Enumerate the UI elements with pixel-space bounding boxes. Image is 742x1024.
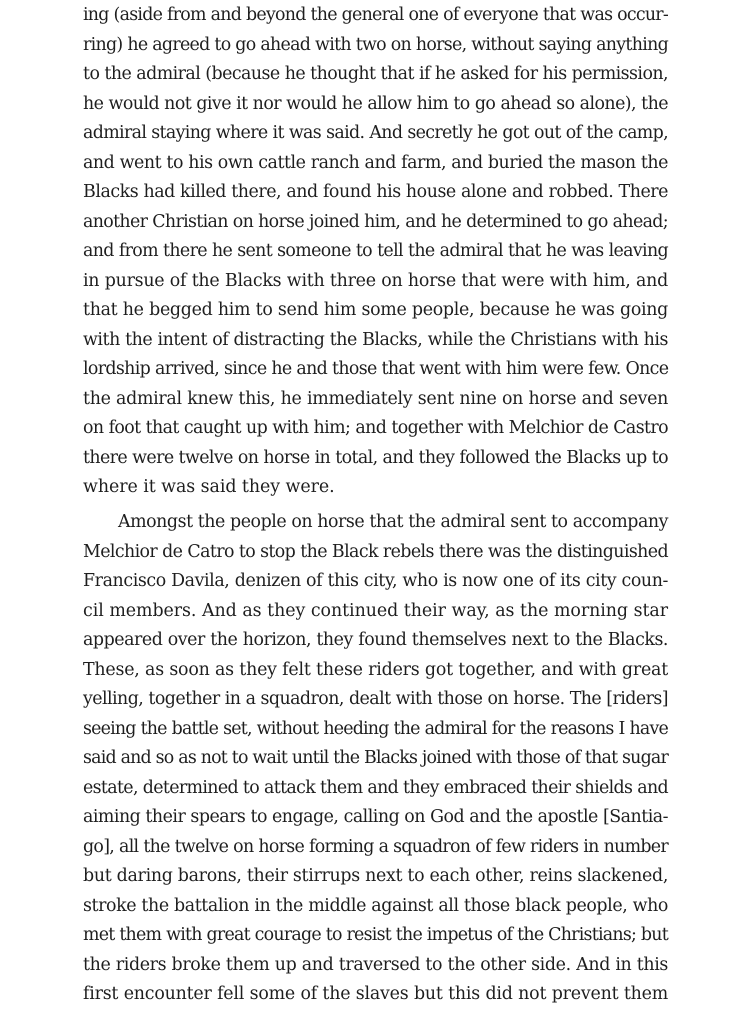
text-line: Francisco Davila, denizen of this city, who is now one of its city coun- bbox=[83, 571, 668, 591]
text-line: Melchior de Catro to stop the Black rebels there was the distinguished bbox=[83, 541, 668, 562]
text-line: admiral staying where it was said. And secretly he got out of the camp, bbox=[83, 123, 668, 143]
text-line: ing (aside from and beyond the general one of everyone that was occur- bbox=[83, 5, 668, 25]
text-line: appeared over the horizon, they found themselves next to the Blacks. bbox=[83, 630, 668, 650]
paragraph-2 bbox=[83, 508, 668, 1010]
paragraph-1 bbox=[83, 1, 668, 503]
text-line: there were twelve on horse in total, and they followed the Blacks up to bbox=[83, 447, 668, 468]
text-line: seeing the battle set, without heeding the admiral for the reasons I have bbox=[83, 718, 668, 739]
text-line: Blacks had killed there, and found his house alone and robbed. There bbox=[83, 182, 668, 202]
text-line: Amongst the people on horse that the admiral sent to accompany bbox=[118, 512, 668, 532]
text-line: stroke the battalion in the middle against all those black people, who bbox=[83, 895, 668, 916]
text-line: another Christian on horse joined him, and he determined to go ahead; bbox=[83, 211, 668, 232]
text-line: estate, determined to attack them and they embraced their shields and bbox=[83, 777, 668, 798]
text-line: cil members. And as they continued their way, as the morning star bbox=[83, 600, 668, 621]
text-line: but daring barons, their stirrups next to each other, reins slackened, bbox=[83, 866, 669, 886]
text-line: first encounter fell some of the slaves but this did not prevent them bbox=[83, 984, 668, 1004]
text-line: on foot that caught up with him; and together with Melchior de Castro bbox=[83, 418, 668, 438]
text-line: to the admiral (because he thought that if he asked for his permission, bbox=[83, 64, 668, 84]
text-line: and went to his own cattle ranch and farm, and buried the mason the bbox=[83, 152, 668, 173]
text-line: he would not give it nor would he allow him to go ahead so alone), the bbox=[83, 93, 668, 114]
text-line: said and so as not to wait until the Blacks joined with those of that sugar bbox=[83, 748, 668, 768]
text-line: met them with great courage to resist the impetus of the Christians; but bbox=[83, 925, 668, 945]
text-line: go], all the twelve on horse forming a squadron of few riders in number bbox=[83, 836, 668, 857]
text-line: lordship arrived, since he and those that went with him were few. Once bbox=[83, 359, 669, 379]
text-line: where it was said they were. bbox=[83, 477, 335, 497]
text-line: aiming their spears to engage, calling on God and the apostle [Santia- bbox=[83, 807, 668, 827]
text-line: and from there he sent someone to tell the admiral that he was leaving bbox=[83, 241, 668, 261]
text-line: the admiral knew this, he immediately sent nine on horse and seven bbox=[83, 388, 668, 409]
text-line: in pursue of the Blacks with three on horse that were with him, and bbox=[83, 270, 668, 291]
text-line: ring) he agreed to go ahead with two on horse, without saying anything bbox=[83, 34, 668, 55]
text-line: that he begged him to send him some people, because he was going bbox=[83, 300, 668, 320]
text-line: with the intent of distracting the Blacks, while the Christians with his bbox=[83, 329, 668, 350]
text-line: These, as soon as they felt these riders got together, and with great bbox=[83, 659, 668, 680]
text-line: yelling, together in a squadron, dealt with those on horse. The [riders] bbox=[83, 689, 668, 709]
text-line: the riders broke them up and traversed to the other side. And in this bbox=[83, 954, 668, 975]
